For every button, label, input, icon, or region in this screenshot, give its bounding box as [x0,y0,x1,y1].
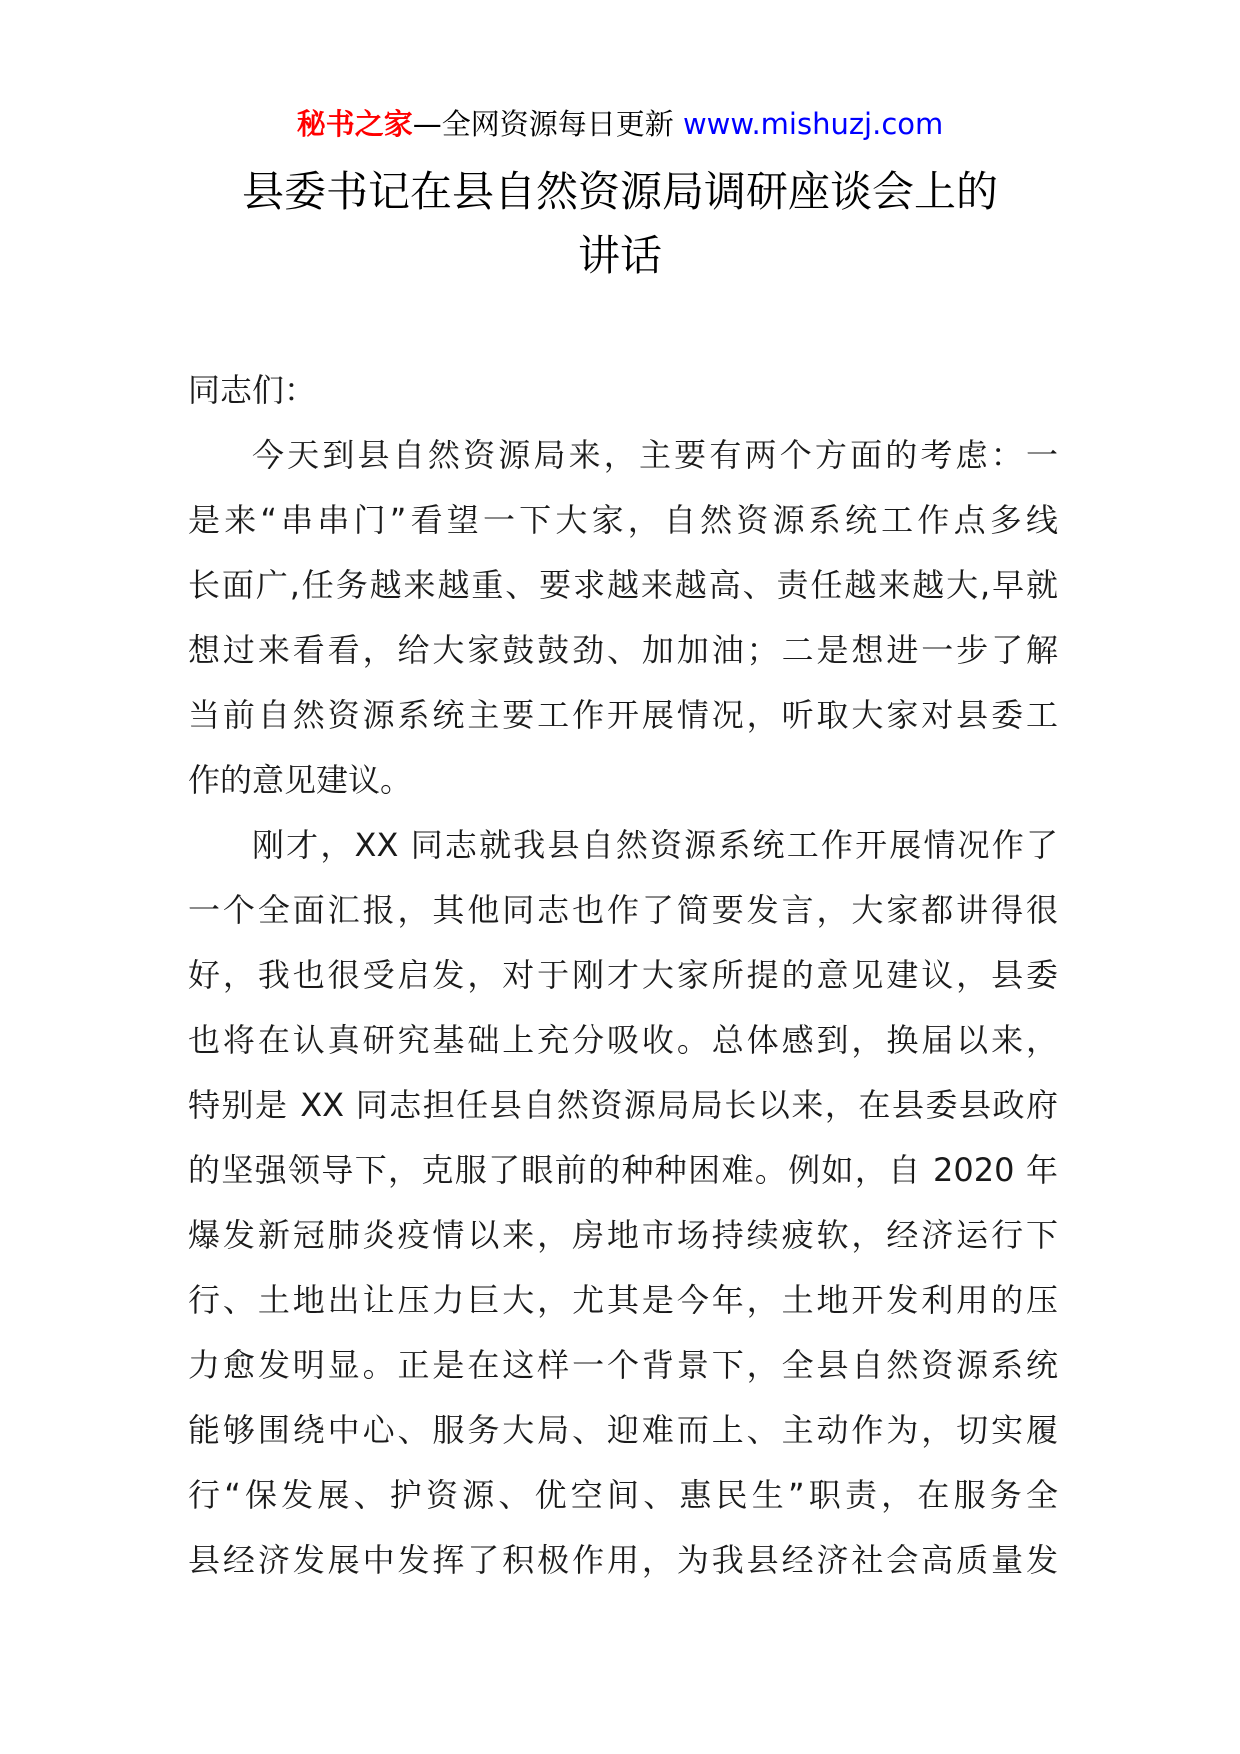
document-title [190,160,1050,288]
paragraph-line: 当前自然资源系统主要工作开展情况，听取大家对县委工 [188,696,1058,734]
watermark-header [0,104,1240,144]
paragraph-line: 力愈发明显。正是在这样一个背景下，全县自然资源系统 [188,1346,1058,1384]
paragraph-line: 县经济发展中发挥了积极作用，为我县经济社会高质量发 [188,1541,1058,1579]
paragraph-line: 也将在认真研究基础上充分吸收。总体感到，换届以来， [188,1021,1058,1059]
site-url-link[interactable]: www.mishuzj.com [682,107,944,141]
paragraph-line: 一个全面汇报，其他同志也作了简要发言，大家都讲得很 [188,891,1058,929]
paragraph-line: 刚才，XX 同志就我县自然资源系统工作开展情况作了 [252,826,1058,864]
paragraph-line: 能够围绕中心、服务大局、迎难而上、主动作为，切实履 [188,1411,1058,1449]
paragraph-line: 想过来看看，给大家鼓鼓劲、加加油；二是想进一步了解 [188,631,1058,669]
paragraph-line: 今天到县自然资源局来，主要有两个方面的考虑：一 [252,436,1058,474]
document-body [188,358,1058,1593]
paragraph-line: 长面广,任务越来越重、要求越来越高、责任越来越大,早就 [188,566,1058,604]
paragraph-line: 行“保发展、护资源、优空间、惠民生”职责，在服务全 [188,1476,1058,1514]
site-brand: 秘书之家 [296,107,413,141]
paragraph-line: 爆发新冠肺炎疫情以来，房地市场持续疲软，经济运行下 [188,1216,1058,1254]
paragraph-line: 是来“串串门”看望一下大家，自然资源系统工作点多线 [188,501,1058,539]
title-line-1: 县委书记在县自然资源局调研座谈会上的 [241,167,998,216]
site-tagline: —全网资源每日更新 [412,107,683,141]
salutation: 同志们： [188,371,317,409]
paragraph-line: 好，我也很受启发，对于刚才大家所提的意见建议，县委 [188,956,1058,994]
paragraph-line: 特别是 XX 同志担任县自然资源局局长以来，在县委县政府 [188,1086,1058,1124]
paragraph-line: 的坚强领导下，克服了眼前的种种困难。例如，自 2020 年 [188,1151,1058,1189]
paragraph-1 [188,423,1058,813]
paragraph-line: 作的意见建议。 [188,761,413,799]
paragraph-line: 行、土地出让压力巨大，尤其是今年，土地开发利用的压 [188,1281,1058,1319]
title-line-2: 讲话 [577,231,662,280]
paragraph-2 [188,813,1058,1593]
